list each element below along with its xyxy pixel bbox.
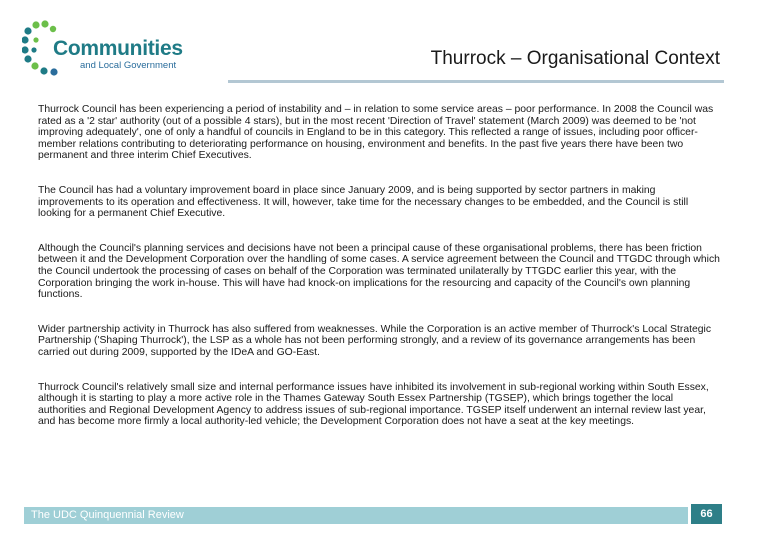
paragraph-sub-regional: Thurrock Council's relatively small size and internal performance issues have inhibited its involvement in sub-regional working within South Essex, although it is starting to play a more active role in the Thames Gateway South Essex Partnership (TGSEP), which brings together the local authorities and Regional Development Agency to address issues of sub-regional importance. TGSEP itself underwent an internal review last year, and has become more firmly a local authority-led vehicle; the Development Corporation does not have a seat at the key meetings. — [38, 381, 709, 428]
body-text — [38, 104, 720, 451]
slide-title: Thurrock – Organisational Context — [430, 48, 720, 69]
paragraph-planning-services: Although the Council's planning services and decisions have not been a principal cause of these organisational problems, there has been friction between it and the Development Corporation over the handling of some cases. A service agreement between the Council and TTGDC through which the Council undertook the processing of cases on behalf of the Corporation was terminated unilaterally by TTGDC earlier this year, with the Corporation bringing the work in-house. This will have had knock-on implications for the resourcing and capacity of the Council's own planning functions. — [38, 242, 720, 301]
title-divider — [228, 80, 724, 83]
logo-title: Communities — [53, 37, 183, 60]
footer-label: The UDC Quinquennial Review — [31, 509, 184, 521]
paragraph-improvement-board: The Council has had a voluntary improvement board in place since January 2009, and is being supported by sector partners in making improvements to its operation and effectiveness. It will, however, take time for the necessary changes to be embedded, and the Council is still looking for a permanent Chief Executive. — [38, 184, 689, 220]
logo-subtitle: and Local Government — [80, 60, 177, 71]
page-number: 66 — [692, 505, 721, 523]
communities-logo — [22, 20, 212, 84]
paragraph-instability: Thurrock Council has been experiencing a period of instability and – in relation to some service areas – poor performance. In 2008 the Council was rated as a '2 star' authority (out of a possible 4 stars), but in the most recent 'Direction of Travel' statement (March 2009) was deemed to be 'not improving adequately', one of only a handful of councils in England to be in this category. This reflected a range of issues, including poor officer-member relations contributing to deteriorating performance on housing, environment and benefits. In the past five years there have been two permanent and three interim Chief Executives. — [38, 104, 714, 162]
paragraph-partnership: Wider partnership activity in Thurrock has also suffered from weaknesses. While the Corporation is an active member of Thurrock's Local Strategic Partnership ('Shaping Thurrock'), the LSP as a whole has not been performing strongly, and a review of its governance arrangements has been carried out during 2009, supported by the IDeA and GO-East. — [38, 323, 712, 358]
